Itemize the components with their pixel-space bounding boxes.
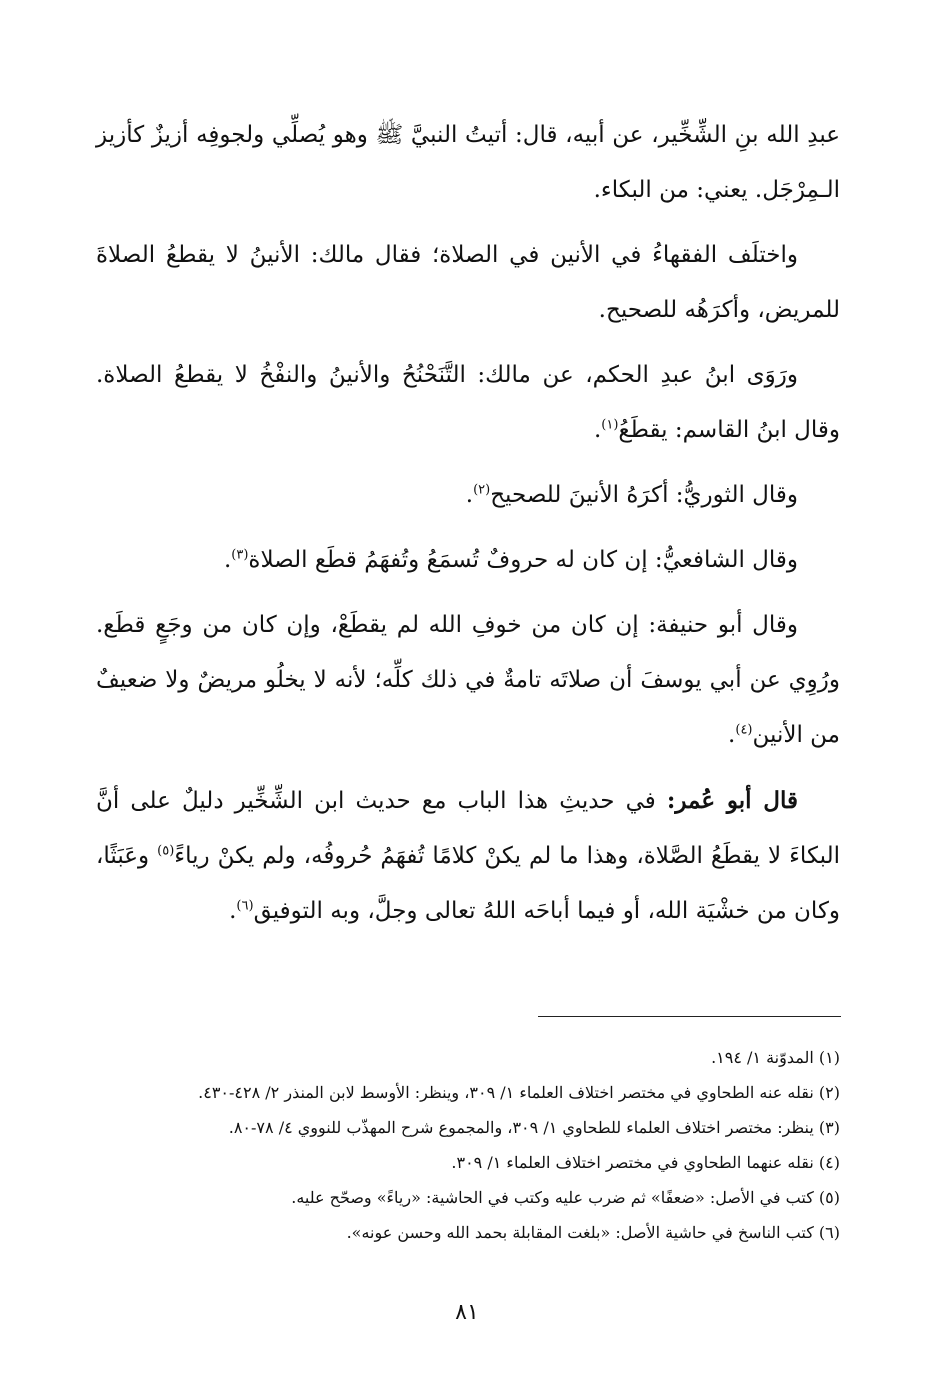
main-text [96,108,840,949]
paragraph-4-text: وقال الثوريُّ: أكرَهُ الأنينَ للصحيح [490,482,798,508]
paragraph-6-end: . [728,722,736,748]
footnote-ref-2[interactable]: (٢) [473,482,491,498]
paragraph-1 [96,108,840,218]
paragraph-3-text: ورَوَى ابنُ عبدِ الحكم، عن مالك: التَّنَحْنُحُ والأنينُ والنفْخُ لا يقطعُ الصلاة. وقال ابنُ القاسم: يقطَعُ [96,362,840,443]
paragraph-7-text: في حديثِ هذا الباب مع حديث ابن الشِّخِّير دليلٌ على أنَّ البكاءَ لا يقطَعُ الصَّلاة، وهذا ما لم يكنْ كلامًا تُفهَمُ حُروفُه، ولم يكنْ رياءً [96,788,840,869]
paragraph-5-text: وقال الشافعيُّ: إن كان له حروفٌ تُسمَعُ وتُفهَمُ قطَع الصلاة [248,547,798,573]
paragraph-4-end: . [465,482,474,508]
footnote-3: (٣) ينظر: مختصر اختلاف العلماء للطحاوي ١/ ٣٠٩، والمجموع شرح المهذّب للنووي ٤/ ٧٨-٨٠. [228,1118,840,1137]
footnote-6: (٦) كتب الناسخ في حاشية الأصل: «بلغت المقابلة بحمد الله وحسن عونه». [346,1223,840,1242]
footnote-separator [538,1016,841,1017]
footnote-ref-1[interactable]: (١) [601,417,619,433]
paragraph-7-end: . [229,898,237,924]
paragraph-5-end: . [223,547,232,573]
page-number: ٨١ [455,1300,479,1325]
paragraph-6 [96,598,840,763]
paragraph-7-middle: وعَبَثًا، وكان من خشْيَة الله، أو فيما أباحَه اللهُ تعالى وجلَّ، وبه التوفيق [96,843,840,924]
footnote-ref-3[interactable]: (٣) [231,547,249,563]
footnote-ref-6[interactable]: (٦) [236,898,254,914]
footnote-5: (٥) كتب في الأصل: «ضعفًا» ثم ضرب عليه وكتب في الحاشية: «رياءً» وصحّح عليه. [291,1188,840,1207]
footnote-2: (٢) نقله عنه الطحاوي في مختصر اختلاف العلماء ١/ ٣٠٩، وينظر: الأوسط لابن المنذر ٢/ ٤٢٨-٤٣٠. [198,1083,840,1102]
paragraph-6-text: وقال أبو حنيفة: إن كان من خوفِ الله لم يقطَعْ، وإن كان من وجَعٍ قطَع. ورُوِي عن أبي يوسفَ أن صلاتَه تامةٌ في ذلك كلِّه؛ لأنه لا يخلُو مريضٌ ولا ضعيفٌ من الأنين [96,612,840,748]
paragraph-1-text: عبدِ الله بنِ الشِّخِّير، عن أبيه، قال: أتيتُ النبيَّ ﷺ وهو يُصلِّي ولجوفِه أزيزٌ كأزيز الـمِرْجَل. يعني: من البكاء. [96,122,840,203]
footnotes [100,1040,840,1250]
paragraph-2-text: واختلَف الفقهاءُ في الأنين في الصلاة؛ فقال مالك: الأنينُ لا يقطعُ الصلاةَ للمريض، وأكرَهُه للصحيح. [96,242,840,323]
paragraph-7 [96,773,840,939]
paragraph-3 [96,348,840,458]
footnote-1: (١) المدوّنة ١/ ١٩٤. [711,1048,840,1067]
paragraph-4 [96,468,840,523]
paragraph-3-end: . [593,417,602,443]
footnote-ref-4[interactable]: (٤) [735,722,753,738]
paragraph-2 [96,228,840,338]
footnote-4: (٤) نقله عنهما الطحاوي في مختصر اختلاف العلماء ١/ ٣٠٩. [451,1153,840,1172]
footnote-ref-5[interactable]: (٥) [157,843,175,859]
paragraph-5 [96,533,840,588]
speaker-lead: قال أبو عُمر: [666,787,798,814]
